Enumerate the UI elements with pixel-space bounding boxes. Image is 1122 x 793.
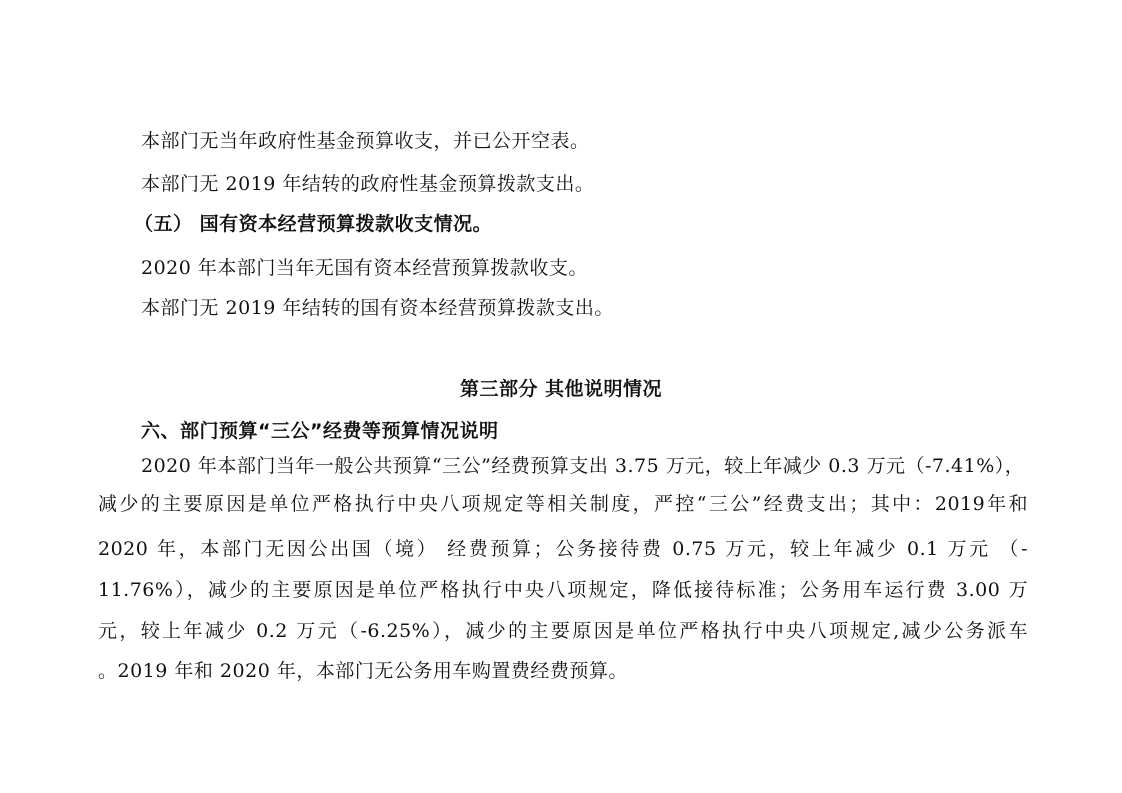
body-line-2: 减少的主要原因是单位严格执行中央八项规定等相关制度，严控“三公”经费支出；其中：2019年和: [98, 493, 1028, 515]
body-line-3: 2020 年，本部门无因公出国（境） 经费预算；公务接待费 0.75 万元，较上年减少 0.1 万元 （-: [98, 538, 1028, 560]
heading-state-capital-budget: （五） 国有资本经营预算拨款收支情况。: [134, 213, 493, 235]
body-line-5: 元，较上年减少 0.2 万元（-6.25%），减少的主要原因是单位严格执行中央八项规定,减少公务派车: [98, 620, 1028, 642]
paragraph-state-capital-none: 2020 年本部门当年无国有资本经营预算拨款收支。: [141, 257, 588, 279]
section-six-title: 六、部门预算“三公”经费等预算情况说明: [141, 420, 499, 442]
part-three-title: 第三部分 其他说明情况: [459, 378, 663, 400]
body-line-6: 。2019 年和 2020 年，本部门无公务用车购置费经费预算。: [98, 660, 628, 682]
body-line-4: 11.76%），减少的主要原因是单位严格执行中央八项规定，降低接待标准；公务用车运行费 3.00 万: [98, 579, 1028, 601]
paragraph-gov-fund-carryover: 本部门无 2019 年结转的政府性基金预算拨款支出。: [141, 173, 595, 195]
body-line-1: 2020 年本部门当年一般公共预算“三公”经费预算支出 3.75 万元，较上年减少 0.3 万元（-7.41%），: [141, 455, 1025, 477]
paragraph-state-capital-carryover: 本部门无 2019 年结转的国有资本经营预算拨款支出。: [141, 297, 614, 319]
paragraph-gov-fund-none: 本部门无当年政府性基金预算收支，并已公开空表。: [141, 130, 590, 152]
